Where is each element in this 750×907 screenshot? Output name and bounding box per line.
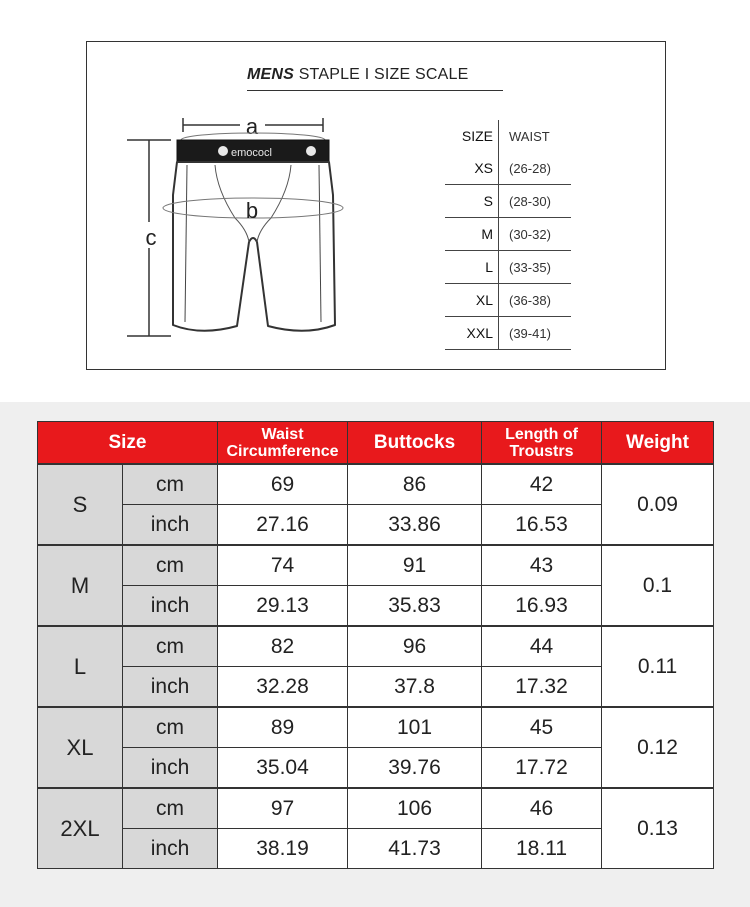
shorts-diagram [125, 110, 355, 350]
size-label: S [38, 464, 123, 545]
table-row-cm [38, 788, 714, 829]
waist-value: 38.19 [218, 829, 348, 869]
weight-value: 0.09 [602, 464, 714, 545]
waist-value: 97 [218, 788, 348, 829]
header-waist [218, 422, 348, 465]
buttocks-value: 33.86 [348, 505, 482, 546]
title-rest: STAPLE I SIZE SCALE [298, 66, 469, 83]
header-length-line1: Length of [505, 425, 578, 443]
buttocks-value: 101 [348, 707, 482, 748]
length-value: 16.93 [482, 586, 602, 627]
waist-value: 82 [218, 626, 348, 667]
unit-inch: inch [123, 748, 218, 789]
scale-waist: (33-35) [499, 251, 572, 284]
length-value: 42 [482, 464, 602, 505]
table-row-cm [38, 626, 714, 667]
scale-size: L [445, 251, 499, 284]
buttocks-value: 106 [348, 788, 482, 829]
waist-scale-row [445, 185, 571, 218]
weight-value: 0.1 [602, 545, 714, 626]
waist-value: 74 [218, 545, 348, 586]
table-row-cm [38, 545, 714, 586]
length-value: 46 [482, 788, 602, 829]
unit-cm: cm [123, 545, 218, 586]
header-weight: Weight [602, 422, 714, 465]
unit-inch: inch [123, 829, 218, 869]
waist-scale-table [445, 120, 571, 350]
length-value: 18.11 [482, 829, 602, 869]
size-scale-title [247, 66, 503, 91]
waist-value: 89 [218, 707, 348, 748]
waist-value: 29.13 [218, 586, 348, 627]
table-row-cm [38, 707, 714, 748]
scale-waist: (36-38) [499, 284, 572, 317]
unit-cm: cm [123, 707, 218, 748]
weight-value: 0.12 [602, 707, 714, 788]
buttocks-value: 91 [348, 545, 482, 586]
scale-waist: (30-32) [499, 218, 572, 251]
waist-scale-row [445, 152, 571, 185]
waist-scale-row [445, 284, 571, 317]
waist-value: 27.16 [218, 505, 348, 546]
scale-size: M [445, 218, 499, 251]
size-label: 2XL [38, 788, 123, 869]
waist-value: 69 [218, 464, 348, 505]
length-value: 17.72 [482, 748, 602, 789]
weight-value: 0.11 [602, 626, 714, 707]
buttocks-value: 86 [348, 464, 482, 505]
scale-size: XXL [445, 317, 499, 350]
waist-scale-row [445, 218, 571, 251]
label-b: b [245, 198, 259, 223]
scale-size: XL [445, 284, 499, 317]
waist-value: 35.04 [218, 748, 348, 789]
length-value: 44 [482, 626, 602, 667]
header-size: Size [38, 422, 218, 465]
waist-scale-row [445, 317, 571, 350]
waist-scale-row [445, 251, 571, 284]
scale-size: XS [445, 152, 499, 185]
header-buttocks: Buttocks [348, 422, 482, 465]
size-label: M [38, 545, 123, 626]
header-waist-line2: Circumference [226, 442, 339, 460]
unit-inch: inch [123, 586, 218, 627]
label-a: a [245, 114, 259, 139]
unit-cm: cm [123, 626, 218, 667]
header-length-line2: Troustrs [509, 442, 574, 460]
waist-scale-header [445, 120, 571, 152]
buttocks-value: 96 [348, 626, 482, 667]
header-waist: WAIST [509, 128, 550, 144]
unit-inch: inch [123, 505, 218, 546]
scale-waist: (26-28) [499, 152, 572, 185]
length-value: 45 [482, 707, 602, 748]
brand-logo-left: emococl [231, 147, 272, 159]
buttocks-value: 37.8 [348, 667, 482, 708]
weight-value: 0.13 [602, 788, 714, 869]
header-length [482, 422, 602, 465]
unit-cm: cm [123, 788, 218, 829]
unit-cm: cm [123, 464, 218, 505]
scale-size: S [445, 185, 499, 218]
header-waist-line1: Waist [261, 425, 304, 443]
table-row-cm [38, 464, 714, 505]
length-value: 16.53 [482, 505, 602, 546]
scale-waist: (39-41) [499, 317, 572, 350]
scale-waist: (28-30) [499, 185, 572, 218]
length-value: 43 [482, 545, 602, 586]
size-chart-header [38, 422, 714, 465]
header-size: SIZE [445, 120, 499, 152]
waist-value: 32.28 [218, 667, 348, 708]
unit-inch: inch [123, 667, 218, 708]
buttocks-value: 35.83 [348, 586, 482, 627]
title-mens: MENS [247, 66, 295, 83]
buttocks-value: 41.73 [348, 829, 482, 869]
size-label: L [38, 626, 123, 707]
buttocks-value: 39.76 [348, 748, 482, 789]
size-label: XL [38, 707, 123, 788]
size-chart-table [37, 421, 714, 869]
label-c: c [145, 225, 157, 250]
length-value: 17.32 [482, 667, 602, 708]
